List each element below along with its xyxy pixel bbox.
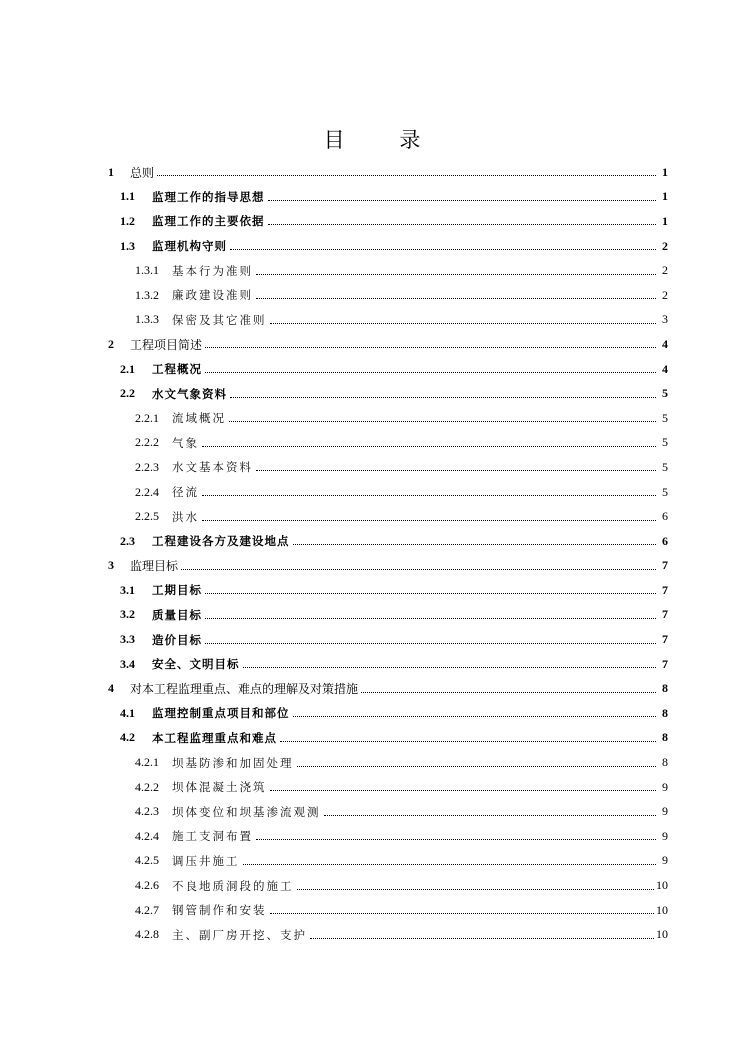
toc-entry-number: 4.2.3 — [135, 804, 159, 819]
toc-entry-title: 对本工程监理重点、难点的理解及对策措施 — [130, 682, 359, 697]
toc-entry-number: 1.3 — [120, 238, 135, 253]
toc-entry[interactable] — [108, 701, 668, 726]
toc-entry[interactable] — [108, 529, 668, 554]
toc-entry-page-number: 9 — [662, 779, 668, 794]
toc-entry-number: 4.2 — [120, 730, 135, 745]
toc-entry-number: 4.1 — [120, 705, 135, 720]
toc-entry-title: 工程项目简述 — [130, 337, 203, 352]
toc-entry-number: 4.2.4 — [135, 828, 159, 843]
toc-entry[interactable] — [108, 750, 668, 775]
toc-entry[interactable] — [108, 922, 668, 947]
toc-entry-number: 1.1 — [120, 189, 135, 204]
toc-entry[interactable] — [108, 603, 668, 628]
toc-entry-title: 气象 — [172, 435, 199, 450]
toc-dot-leader — [181, 560, 656, 570]
toc-entry[interactable] — [108, 234, 668, 259]
toc-entry-title: 基本行为准则 — [172, 263, 253, 278]
toc-entry[interactable] — [108, 898, 668, 923]
toc-entry[interactable] — [108, 431, 668, 456]
toc-entry[interactable] — [108, 308, 668, 333]
toc-entry-page-number: 6 — [662, 509, 668, 524]
toc-dot-leader — [270, 904, 655, 914]
toc-entry-page-number: 4 — [662, 336, 668, 351]
toc-dot-leader — [157, 166, 656, 176]
toc-entry-page-number: 9 — [662, 853, 668, 868]
toc-dot-leader — [280, 732, 656, 742]
toc-entry[interactable] — [108, 283, 668, 308]
toc-dot-leader — [270, 314, 657, 324]
toc-entry-title: 总则 — [130, 165, 155, 180]
toc-entry-page-number: 10 — [656, 927, 668, 942]
toc-entry-number: 4 — [108, 681, 114, 696]
toc-dot-leader — [310, 929, 654, 939]
toc-dot-leader — [202, 486, 656, 496]
toc-entry-title: 工程概况 — [152, 362, 202, 377]
toc-entry-page-number: 7 — [662, 632, 668, 647]
toc-entry-number: 3 — [108, 558, 114, 573]
toc-entry-title: 工程建设各方及建设地点 — [152, 534, 290, 549]
toc-dot-leader — [270, 781, 657, 791]
toc-entry-title: 洪水 — [172, 509, 199, 524]
toc-entry-page-number: 9 — [662, 804, 668, 819]
page-title: 目 录 — [323, 128, 445, 152]
toc-entry[interactable] — [108, 406, 668, 431]
toc-entry-page-number: 5 — [662, 484, 668, 499]
toc-entry-page-number: 4 — [662, 361, 668, 376]
toc-entry-number: 3.2 — [120, 607, 135, 622]
toc-dot-leader — [243, 658, 657, 668]
toc-entry-number: 2.1 — [120, 361, 135, 376]
toc-dot-leader — [256, 461, 656, 471]
toc-entry-title: 工期目标 — [152, 583, 202, 598]
toc-entry-title: 坝基防渗和加固处理 — [172, 755, 294, 770]
toc-entry-title: 流域概况 — [172, 411, 226, 426]
toc-entry-number: 2.2.4 — [135, 484, 159, 499]
toc-entry-page-number: 10 — [656, 878, 668, 893]
toc-entry[interactable] — [108, 160, 668, 185]
toc-entry[interactable] — [108, 726, 668, 751]
toc-entry-title: 监理工作的指导思想 — [152, 189, 265, 204]
toc-entry-page-number: 5 — [662, 459, 668, 474]
toc-entry[interactable] — [108, 775, 668, 800]
toc-entry-page-number: 7 — [662, 656, 668, 671]
toc-entry-title: 坝体混凝土浇筑 — [172, 780, 267, 795]
toc-entry[interactable] — [108, 652, 668, 677]
toc-entry-page-number: 8 — [662, 681, 668, 696]
toc-dot-leader — [293, 707, 657, 717]
toc-entry[interactable] — [108, 357, 668, 382]
toc-entry-page-number: 1 — [662, 164, 668, 179]
toc-entry-page-number: 9 — [662, 828, 668, 843]
toc-dot-leader — [205, 338, 656, 348]
toc-entry-page-number: 10 — [656, 902, 668, 917]
toc-entry-number: 2.2.1 — [135, 410, 159, 425]
toc-dot-leader — [205, 584, 656, 594]
toc-dot-leader — [268, 191, 657, 201]
toc-entry[interactable] — [108, 824, 668, 849]
toc-entry-page-number: 5 — [662, 435, 668, 450]
toc-entry[interactable] — [108, 209, 668, 234]
toc-entry-page-number: 5 — [662, 410, 668, 425]
toc-entry-title: 坝体变位和坝基渗流观测 — [172, 804, 321, 819]
toc-dot-leader — [205, 634, 656, 644]
toc-entry[interactable] — [108, 381, 668, 406]
toc-dot-leader — [324, 806, 657, 816]
toc-entry-title: 调压井施工 — [172, 853, 240, 868]
toc-entry[interactable] — [108, 627, 668, 652]
toc-entry-number: 4.2.8 — [135, 927, 159, 942]
toc-entry-number: 4.2.5 — [135, 853, 159, 868]
toc-entry-number: 4.2.2 — [135, 779, 159, 794]
toc-entry-page-number: 2 — [662, 287, 668, 302]
toc-entry-page-number: 5 — [662, 386, 668, 401]
table-of-contents — [108, 160, 668, 947]
toc-entry-number: 3.3 — [120, 632, 135, 647]
toc-entry-number: 1.3.3 — [135, 312, 159, 327]
toc-entry-number: 2 — [108, 336, 114, 351]
toc-entry-title: 安全、文明目标 — [152, 657, 240, 672]
toc-dot-leader — [230, 388, 656, 398]
toc-entry-title: 质量目标 — [152, 607, 202, 622]
toc-entry-title: 钢管制作和安装 — [172, 903, 267, 918]
toc-dot-leader — [229, 412, 656, 422]
toc-dot-leader — [293, 535, 657, 545]
toc-entry-number: 3.1 — [120, 582, 135, 597]
toc-entry-title: 不良地质洞段的施工 — [172, 878, 294, 893]
toc-dot-leader — [268, 215, 657, 225]
toc-entry-number: 1.3.1 — [135, 263, 159, 278]
toc-entry-number: 2.2 — [120, 386, 135, 401]
toc-entry[interactable] — [108, 578, 668, 603]
toc-entry-title: 监理控制重点项目和部位 — [152, 706, 290, 721]
toc-entry-page-number: 7 — [662, 607, 668, 622]
toc-entry-page-number: 8 — [662, 730, 668, 745]
toc-entry-number: 1.2 — [120, 213, 135, 228]
toc-entry-title: 监理工作的主要依据 — [152, 214, 265, 229]
toc-entry-page-number: 7 — [662, 582, 668, 597]
toc-entry-number: 4.2.6 — [135, 878, 159, 893]
toc-entry-page-number: 8 — [662, 755, 668, 770]
toc-entry-title: 保密及其它准则 — [172, 312, 267, 327]
toc-entry[interactable] — [108, 332, 668, 357]
toc-entry-number: 3.4 — [120, 656, 135, 671]
toc-entry[interactable] — [108, 873, 668, 898]
toc-entry-title: 本工程监理重点和难点 — [152, 730, 277, 745]
toc-entry-page-number: 7 — [662, 558, 668, 573]
toc-entry-number: 2.2.3 — [135, 459, 159, 474]
toc-entry[interactable] — [108, 799, 668, 824]
toc-dot-leader — [361, 683, 656, 693]
toc-entry-title: 水文气象资料 — [152, 386, 227, 401]
toc-dot-leader — [297, 880, 655, 890]
toc-entry[interactable] — [108, 455, 668, 480]
toc-entry-title: 廉政建设准则 — [172, 288, 253, 303]
toc-dot-leader — [202, 437, 656, 447]
toc-entry-page-number: 8 — [662, 705, 668, 720]
toc-entry[interactable] — [108, 849, 668, 874]
toc-entry-title: 施工支洞布置 — [172, 829, 253, 844]
toc-entry-page-number: 2 — [662, 238, 668, 253]
toc-dot-leader — [205, 609, 656, 619]
toc-dot-leader — [256, 289, 656, 299]
toc-entry-number: 1.3.2 — [135, 287, 159, 302]
toc-dot-leader — [243, 855, 657, 865]
toc-entry-title: 径流 — [172, 485, 199, 500]
toc-entry[interactable] — [108, 504, 668, 529]
toc-entry-page-number: 1 — [662, 213, 668, 228]
toc-entry-page-number: 1 — [662, 189, 668, 204]
toc-entry-number: 1 — [108, 164, 114, 179]
toc-entry-page-number: 3 — [662, 312, 668, 327]
toc-entry-page-number: 2 — [662, 263, 668, 278]
toc-dot-leader — [205, 363, 656, 373]
toc-entry[interactable] — [108, 676, 668, 701]
toc-entry-title: 监理机构守则 — [152, 239, 227, 254]
toc-entry[interactable] — [108, 480, 668, 505]
toc-entry-number: 2.2.2 — [135, 435, 159, 450]
toc-dot-leader — [297, 757, 657, 767]
toc-entry-number: 2.3 — [120, 533, 135, 548]
toc-entry-number: 2.2.5 — [135, 509, 159, 524]
toc-entry-number: 4.2.1 — [135, 755, 159, 770]
toc-entry[interactable] — [108, 258, 668, 283]
toc-entry[interactable] — [108, 554, 668, 579]
toc-entry-title: 造价目标 — [152, 632, 202, 647]
toc-dot-leader — [256, 265, 656, 275]
toc-entry-title: 监理目标 — [130, 559, 179, 574]
toc-entry-page-number: 6 — [662, 533, 668, 548]
toc-entry-title: 主、副厂房开挖、支护 — [172, 927, 307, 942]
toc-entry-number: 4.2.7 — [135, 902, 159, 917]
toc-entry-title: 水文基本资料 — [172, 460, 253, 475]
toc-dot-leader — [256, 830, 656, 840]
toc-dot-leader — [202, 511, 656, 521]
toc-entry[interactable] — [108, 185, 668, 210]
toc-dot-leader — [230, 240, 656, 250]
